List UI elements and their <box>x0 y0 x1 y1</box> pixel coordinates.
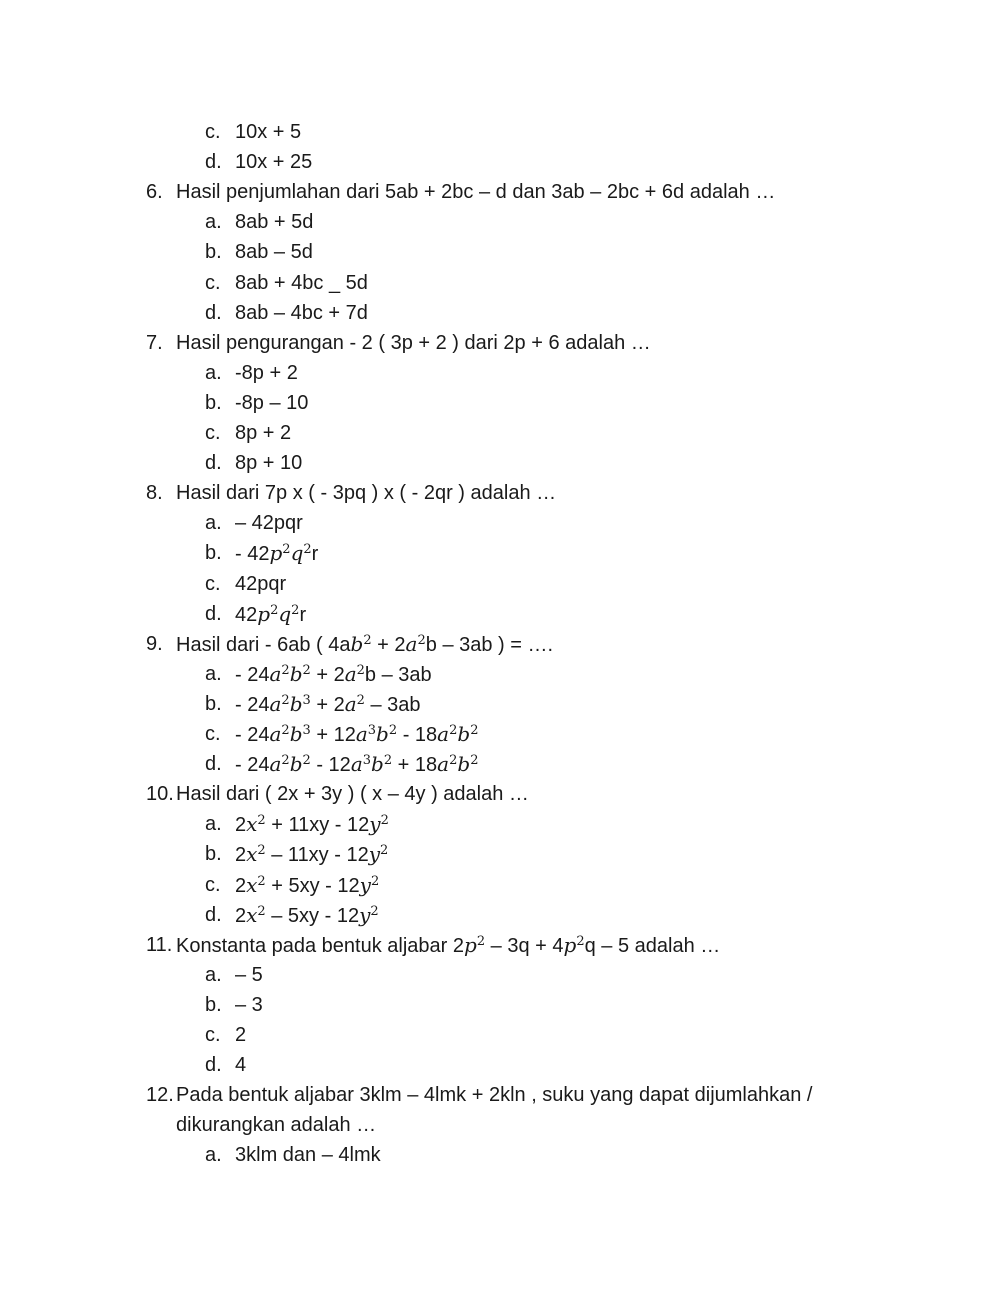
question-label: 7. <box>146 331 163 354</box>
answer-option-text: - $24a^2b^2 + 2a^2b - 3ab$ <box>235 661 432 686</box>
question-continuation-text: dikurangkan adalah … <box>176 1114 377 1137</box>
answer-option-text: $2x^2 + 5xy - 12y^2$ <box>235 872 380 897</box>
answer-option-label: d. <box>205 753 222 776</box>
answer-option-label: a. <box>205 662 222 685</box>
answer-option-text: - $24a^2b^2 - 12a^3b^2 + 18a^2b^2$ <box>235 752 479 777</box>
answer-option-text: – 42pqr <box>235 512 303 535</box>
question-label: 8. <box>146 482 163 505</box>
answer-option-text: 8p + 2 <box>235 422 292 444</box>
question-text: Hasil dari ( 2x + 3y ) ( x – 4y ) adalah … <box>176 783 529 806</box>
answer-option-label: b. <box>205 542 222 565</box>
answer-option-label: c. <box>205 723 221 745</box>
answer-option-label: b. <box>205 993 222 1016</box>
answer-option-label: c. <box>205 572 221 595</box>
answer-option-label: b. <box>205 843 222 866</box>
answer-option-text: – 3 <box>235 993 263 1016</box>
answer-option-label: a. <box>205 211 222 234</box>
answer-option-text: 2 <box>235 1024 247 1046</box>
answer-option-text: $2x^2 + 11xy - 12y^2$ <box>235 812 389 837</box>
answer-option-label: b. <box>205 692 222 715</box>
answer-option-text: – 5 <box>235 963 263 986</box>
question-text: Hasil pengurangan - 2 ( 3p + 2 ) dari 2p + 6 adalah … <box>176 331 651 354</box>
answer-option-label: d. <box>205 151 222 174</box>
answer-option-text: 8ab + 4bc _ 5d <box>235 271 368 294</box>
answer-option-text: $2x^2 - 5xy - 12y^2$ <box>235 902 379 927</box>
question-text: Hasil dari 7p x ( - 3pq ) x ( - 2qr ) adalah … <box>176 482 557 505</box>
question-label: 12. <box>146 1084 174 1107</box>
answer-option-label: c. <box>205 422 221 444</box>
answer-option-text: 8ab – 5d <box>235 241 313 264</box>
answer-option-text: 8ab + 5d <box>235 211 314 234</box>
answer-option-label: c. <box>205 271 221 294</box>
answer-option-text: $42p^2q^2r$ <box>235 601 307 626</box>
answer-option-label: a. <box>205 1144 222 1167</box>
answer-option-text: -8p – 10 <box>235 391 309 414</box>
answer-option-text: $2x^2 - 11xy - 12y^2$ <box>235 842 389 867</box>
question-label: 6. <box>146 181 163 204</box>
answer-option-label: d. <box>205 903 222 926</box>
answer-option-label: d. <box>205 452 222 475</box>
answer-option-label: d. <box>205 602 222 625</box>
answer-option-text: - $42p^2q^2r$ <box>235 541 319 566</box>
question-label: 10. <box>146 783 174 806</box>
answer-option-text: 3klm dan – 4lmk <box>235 1144 381 1167</box>
answer-option-text: 8p + 10 <box>235 452 303 475</box>
answer-option-text: 10x + 25 <box>235 151 313 174</box>
answer-option-text: - $24a^2b^3 + 2a^2 - 3ab$ <box>235 691 421 716</box>
answer-option-text: 8ab – 4bc + 7d <box>235 301 368 324</box>
answer-option-label: b. <box>205 241 222 264</box>
answer-option-text: -8p + 2 <box>235 361 298 384</box>
question-text: Hasil penjumlahan dari 5ab + 2bc – d dan 3ab – 2bc + 6d adalah … <box>176 181 776 204</box>
question-text: Konstanta pada bentuk aljabar $2p^2 - 3q + 4p^2q - 5$ adalah … <box>176 932 721 957</box>
answer-option-label: c. <box>205 121 221 143</box>
answer-option-label: a. <box>205 813 222 836</box>
answer-option-label: c. <box>205 1024 221 1046</box>
question-label: 9. <box>146 632 163 655</box>
answer-option-label: d. <box>205 1054 222 1077</box>
answer-option-text: 10x + 5 <box>235 121 302 143</box>
answer-option-label: a. <box>205 963 222 986</box>
answer-option-text: 4 <box>235 1054 247 1077</box>
answer-option-text: 42pqr <box>235 572 287 595</box>
question-label: 11. <box>146 933 173 956</box>
answer-option-label: d. <box>205 301 222 324</box>
question-text: Pada bentuk aljabar 3klm – 4lmk + 2kln , suku yang dapat dijumlahkan / <box>176 1084 813 1107</box>
question-text: Hasil dari - 6ab ( $4ab^2 + 2a^2b - 3ab$ ) = …. <box>176 631 554 656</box>
answer-option-label: c. <box>205 873 221 896</box>
answer-option-label: a. <box>205 512 222 535</box>
answer-option-text: - $24a^2b^3 + 12a^3b^2 - 18a^2b^2$ <box>235 722 479 746</box>
answer-option-label: b. <box>205 391 222 414</box>
answer-option-label: a. <box>205 361 222 384</box>
